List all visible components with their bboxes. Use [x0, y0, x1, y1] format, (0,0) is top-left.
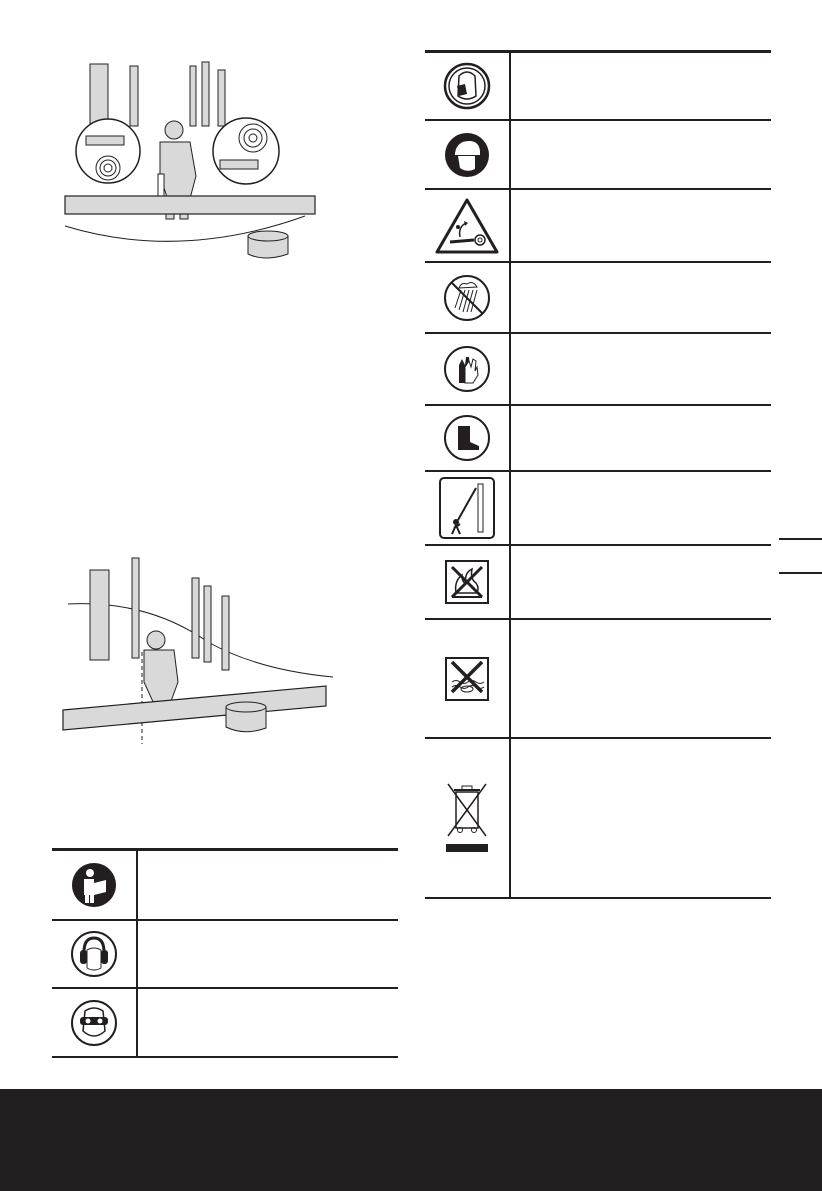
ear-protection-icon — [70, 930, 118, 978]
eye-protection-icon — [70, 999, 118, 1047]
description-cell — [511, 739, 771, 897]
safety-symbols-table-right — [425, 50, 771, 899]
description-cell — [511, 53, 771, 119]
icon-cell — [425, 334, 511, 404]
table-row — [425, 472, 771, 546]
illustration-felled-log — [60, 56, 325, 266]
no-rain-icon — [443, 274, 491, 322]
icon-cell — [425, 739, 511, 897]
description-cell — [511, 263, 771, 332]
person-cutting-log-slope-icon — [58, 552, 333, 747]
no-fire-icon — [444, 559, 490, 605]
icon-cell — [52, 921, 138, 987]
no-water-icon — [444, 656, 490, 702]
side-tab-marker — [779, 538, 822, 574]
description-cell — [138, 921, 398, 987]
description-cell — [511, 406, 771, 470]
table-row — [425, 190, 771, 263]
icon-cell — [425, 53, 511, 119]
weee-crossed-bin-icon — [442, 778, 492, 858]
icon-cell — [52, 851, 138, 919]
table-row — [425, 546, 771, 620]
description-cell — [138, 851, 398, 919]
illustration-log-on-slope — [58, 552, 333, 747]
kickback-warning-icon — [434, 197, 500, 255]
footer-band — [0, 1089, 822, 1191]
table-row — [425, 121, 771, 190]
table-row — [425, 739, 771, 899]
description-cell — [138, 989, 398, 1056]
description-cell — [511, 472, 771, 544]
table-row — [425, 406, 771, 472]
safety-boots-icon — [443, 414, 491, 462]
dust-mask-icon — [443, 62, 491, 110]
icon-cell — [425, 121, 511, 188]
table-row — [52, 921, 398, 989]
read-manual-icon — [70, 861, 118, 909]
table-row — [425, 53, 771, 121]
table-row — [425, 620, 771, 739]
description-cell — [511, 620, 771, 737]
description-cell — [511, 334, 771, 404]
table-row — [425, 263, 771, 334]
table-row — [52, 851, 398, 921]
icon-cell — [425, 190, 511, 261]
icon-cell — [425, 546, 511, 618]
description-cell — [511, 190, 771, 261]
table-row — [425, 334, 771, 406]
description-cell — [511, 546, 771, 618]
gloves-icon — [443, 345, 491, 393]
icon-cell — [52, 989, 138, 1056]
icon-cell — [425, 620, 511, 737]
description-cell — [511, 121, 771, 188]
icon-cell — [425, 406, 511, 470]
table-row — [52, 989, 398, 1058]
head-protection-icon — [443, 131, 491, 179]
overhead-cutting-icon — [438, 476, 496, 540]
icon-cell — [425, 263, 511, 332]
person-cutting-log-icon — [60, 56, 325, 266]
icon-cell — [425, 472, 511, 544]
safety-symbols-table-left — [52, 848, 398, 1058]
